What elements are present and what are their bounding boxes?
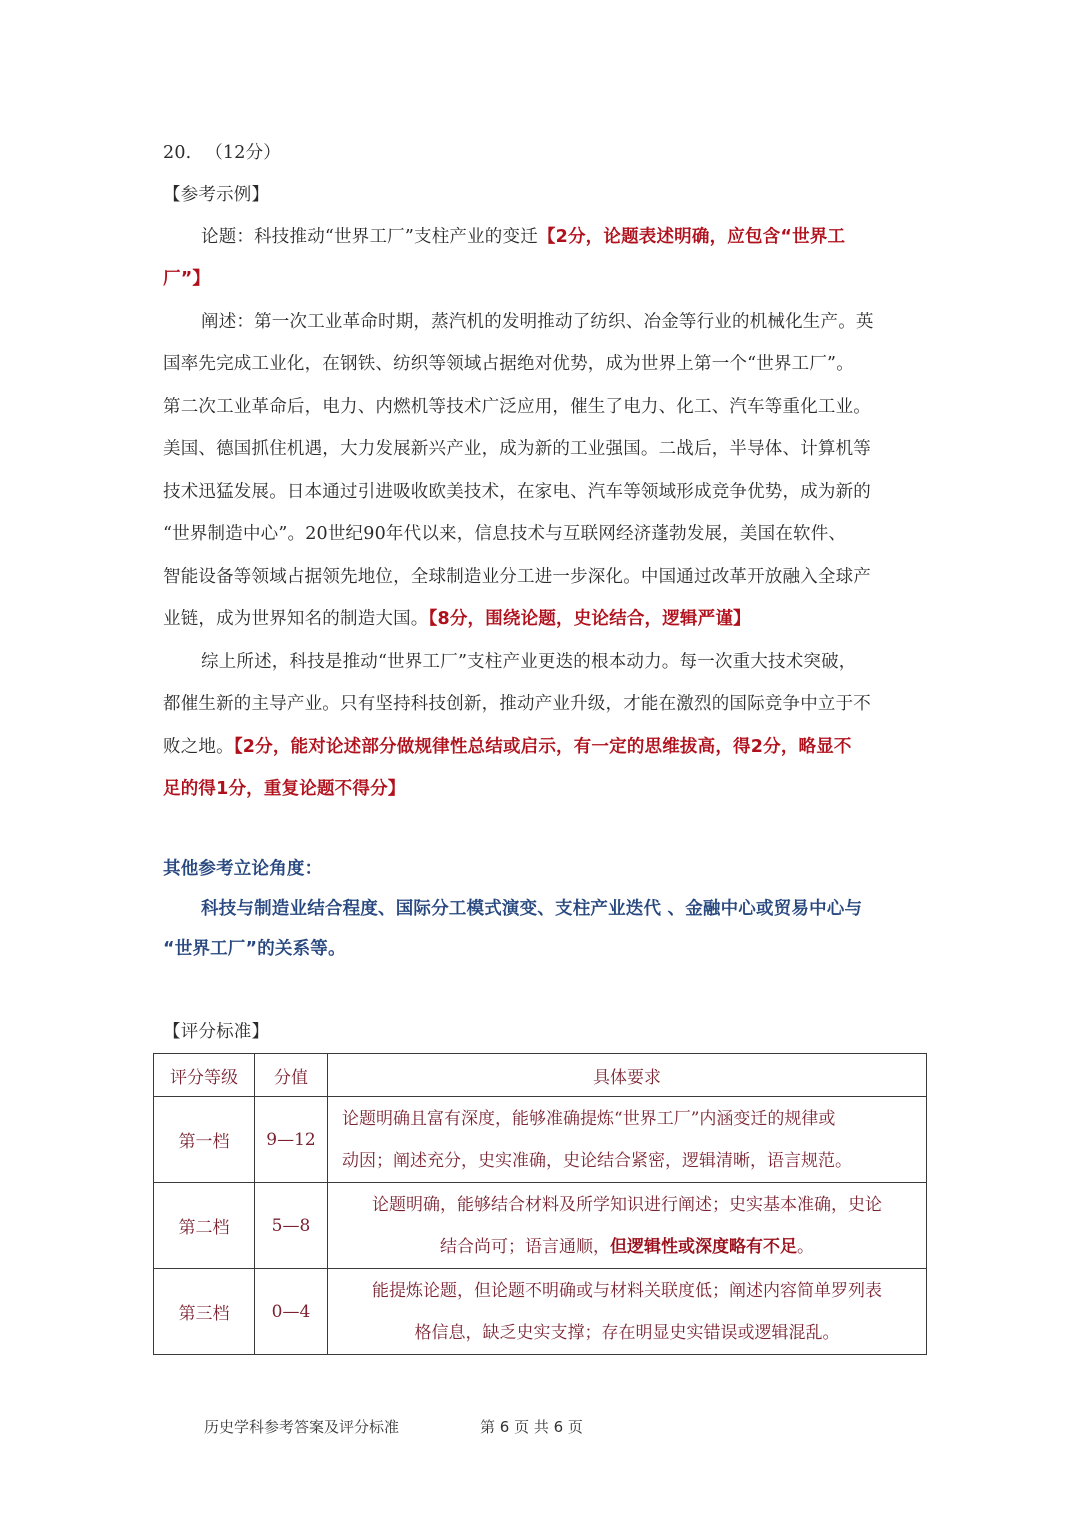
conclusion-line: 综上所述，科技是推动“世界工厂”支柱产业更迭的根本动力。每一次重大技术突破，	[201, 652, 857, 672]
elaboration-line: 国率先完成工业化，在钢铁、纺织等领域占据绝对优势，成为世界上第一个“世界工厂”。	[163, 354, 854, 374]
elaboration-line: 技术迅猛发展。日本通过引进吸收欧美技术，在家电、汽车等领域形成竞争优势，成为新的	[163, 482, 871, 502]
rubric-table	[153, 1053, 927, 1355]
table-row	[154, 1269, 927, 1355]
requirement-line: 论题明确，能够结合材料及所学知识进行阐述；史实基本准确，史论	[372, 1194, 882, 1215]
other-angles-text-cont: “世界工厂”的关系等。	[163, 939, 346, 959]
question-points: （12分）	[205, 143, 281, 163]
conclusion-last-line	[163, 735, 919, 759]
score-cell: 9—12	[255, 1097, 328, 1183]
question-header	[163, 141, 919, 165]
elaboration-line: 美国、德国抓住机遇，大力发展新兴产业，成为新的工业强国。二战后，半导体、计算机等	[163, 439, 871, 459]
header-level: 评分等级	[154, 1054, 255, 1097]
table-row	[154, 1183, 927, 1269]
question-number: 20.	[163, 143, 192, 163]
elaboration-text: 业链，成为世界知名的制造大国。	[163, 609, 429, 629]
rubric-heading: 【评分标准】	[163, 1022, 270, 1042]
table-header-row	[154, 1054, 927, 1097]
requirement-line: 论题明确且富有深度，能够准确提炼“世界工厂”内涵变迁的规律或	[342, 1108, 836, 1129]
thesis-score-note-cont: 厂”】	[163, 269, 211, 289]
requirement-line: 动因；阐述充分，史实准确，史论结合紧密，逻辑清晰，语言规范。	[342, 1150, 852, 1171]
table-row	[154, 1097, 927, 1183]
thesis-line	[163, 225, 957, 249]
level-cell: 第三档	[154, 1269, 255, 1355]
footer-subject: 历史学科参考答案及评分标准	[204, 1418, 400, 1436]
requirement-line	[342, 1226, 912, 1268]
footer-page-info: 第 6 页 共 6 页	[480, 1418, 583, 1436]
requirement-cell	[328, 1269, 927, 1355]
reference-heading: 【参考示例】	[163, 185, 270, 205]
conclusion-score-note-cont: 足的得1分，重复论题不得分】	[163, 779, 406, 799]
thesis-text: 科技推动“世界工厂”支柱产业的变迁	[254, 227, 538, 247]
score-cell: 0—4	[255, 1269, 328, 1355]
requirement-cell	[328, 1183, 927, 1269]
elaboration-line: 智能设备等领域占据领先地位，全球制造业分工进一步深化。中国通过改革开放融入全球产	[163, 567, 871, 587]
other-angles-heading: 其他参考立论角度：	[163, 859, 323, 879]
requirement-text-end: 。	[797, 1236, 814, 1257]
elaboration-last-line	[163, 607, 919, 631]
requirement-line: 能提炼论题，但论题不明确或与材料关联度低；阐述内容简单罗列表	[372, 1280, 882, 1301]
thesis-score-note: 【2分，论题表述明确，应包含“世界工	[537, 227, 846, 247]
requirement-emphasis: 但逻辑性或深度略有不足	[610, 1236, 797, 1257]
header-requirements: 具体要求	[328, 1054, 927, 1097]
level-cell: 第一档	[154, 1097, 255, 1183]
elaboration-line: “世界制造中心”。20世纪90年代以来，信息技术与互联网经济蓬勃发展，美国在软件、	[163, 524, 847, 544]
conclusion-line: 都催生新的主导产业。只有坚持科技创新，推动产业升级，才能在激烈的国际竞争中立于不	[163, 694, 871, 714]
score-cell: 5—8	[255, 1183, 328, 1269]
thesis-label: 论题：	[201, 227, 255, 247]
requirement-text: 结合尚可；语言通顺，	[440, 1236, 610, 1257]
requirement-cell	[328, 1097, 927, 1183]
conclusion-score-note: 【2分，能对论述部分做规律性总结或启示，有一定的思维拔高，得2分，略显不	[233, 737, 852, 757]
requirement-line: 格信息，缺乏史实支撑；存在明显史实错误或逻辑混乱。	[414, 1322, 840, 1343]
level-cell: 第二档	[154, 1183, 255, 1269]
header-score: 分值	[255, 1054, 328, 1097]
elaboration-line: 第二次工业革命后，电力、内燃机等技术广泛应用，催生了电力、化工、汽车等重化工业。	[163, 397, 871, 417]
elaboration-score-note: 【8分，围绕论题，史论结合，逻辑严谨】	[428, 609, 751, 629]
other-angles-text: 科技与制造业结合程度、国际分工模式演变、支柱产业迭代 、金融中心或贸易中心与	[201, 899, 863, 919]
conclusion-text: 败之地。	[163, 737, 234, 757]
elaboration-line: 阐述：第一次工业革命时期，蒸汽机的发明推动了纺织、冶金等行业的机械化生产。英	[201, 312, 874, 332]
